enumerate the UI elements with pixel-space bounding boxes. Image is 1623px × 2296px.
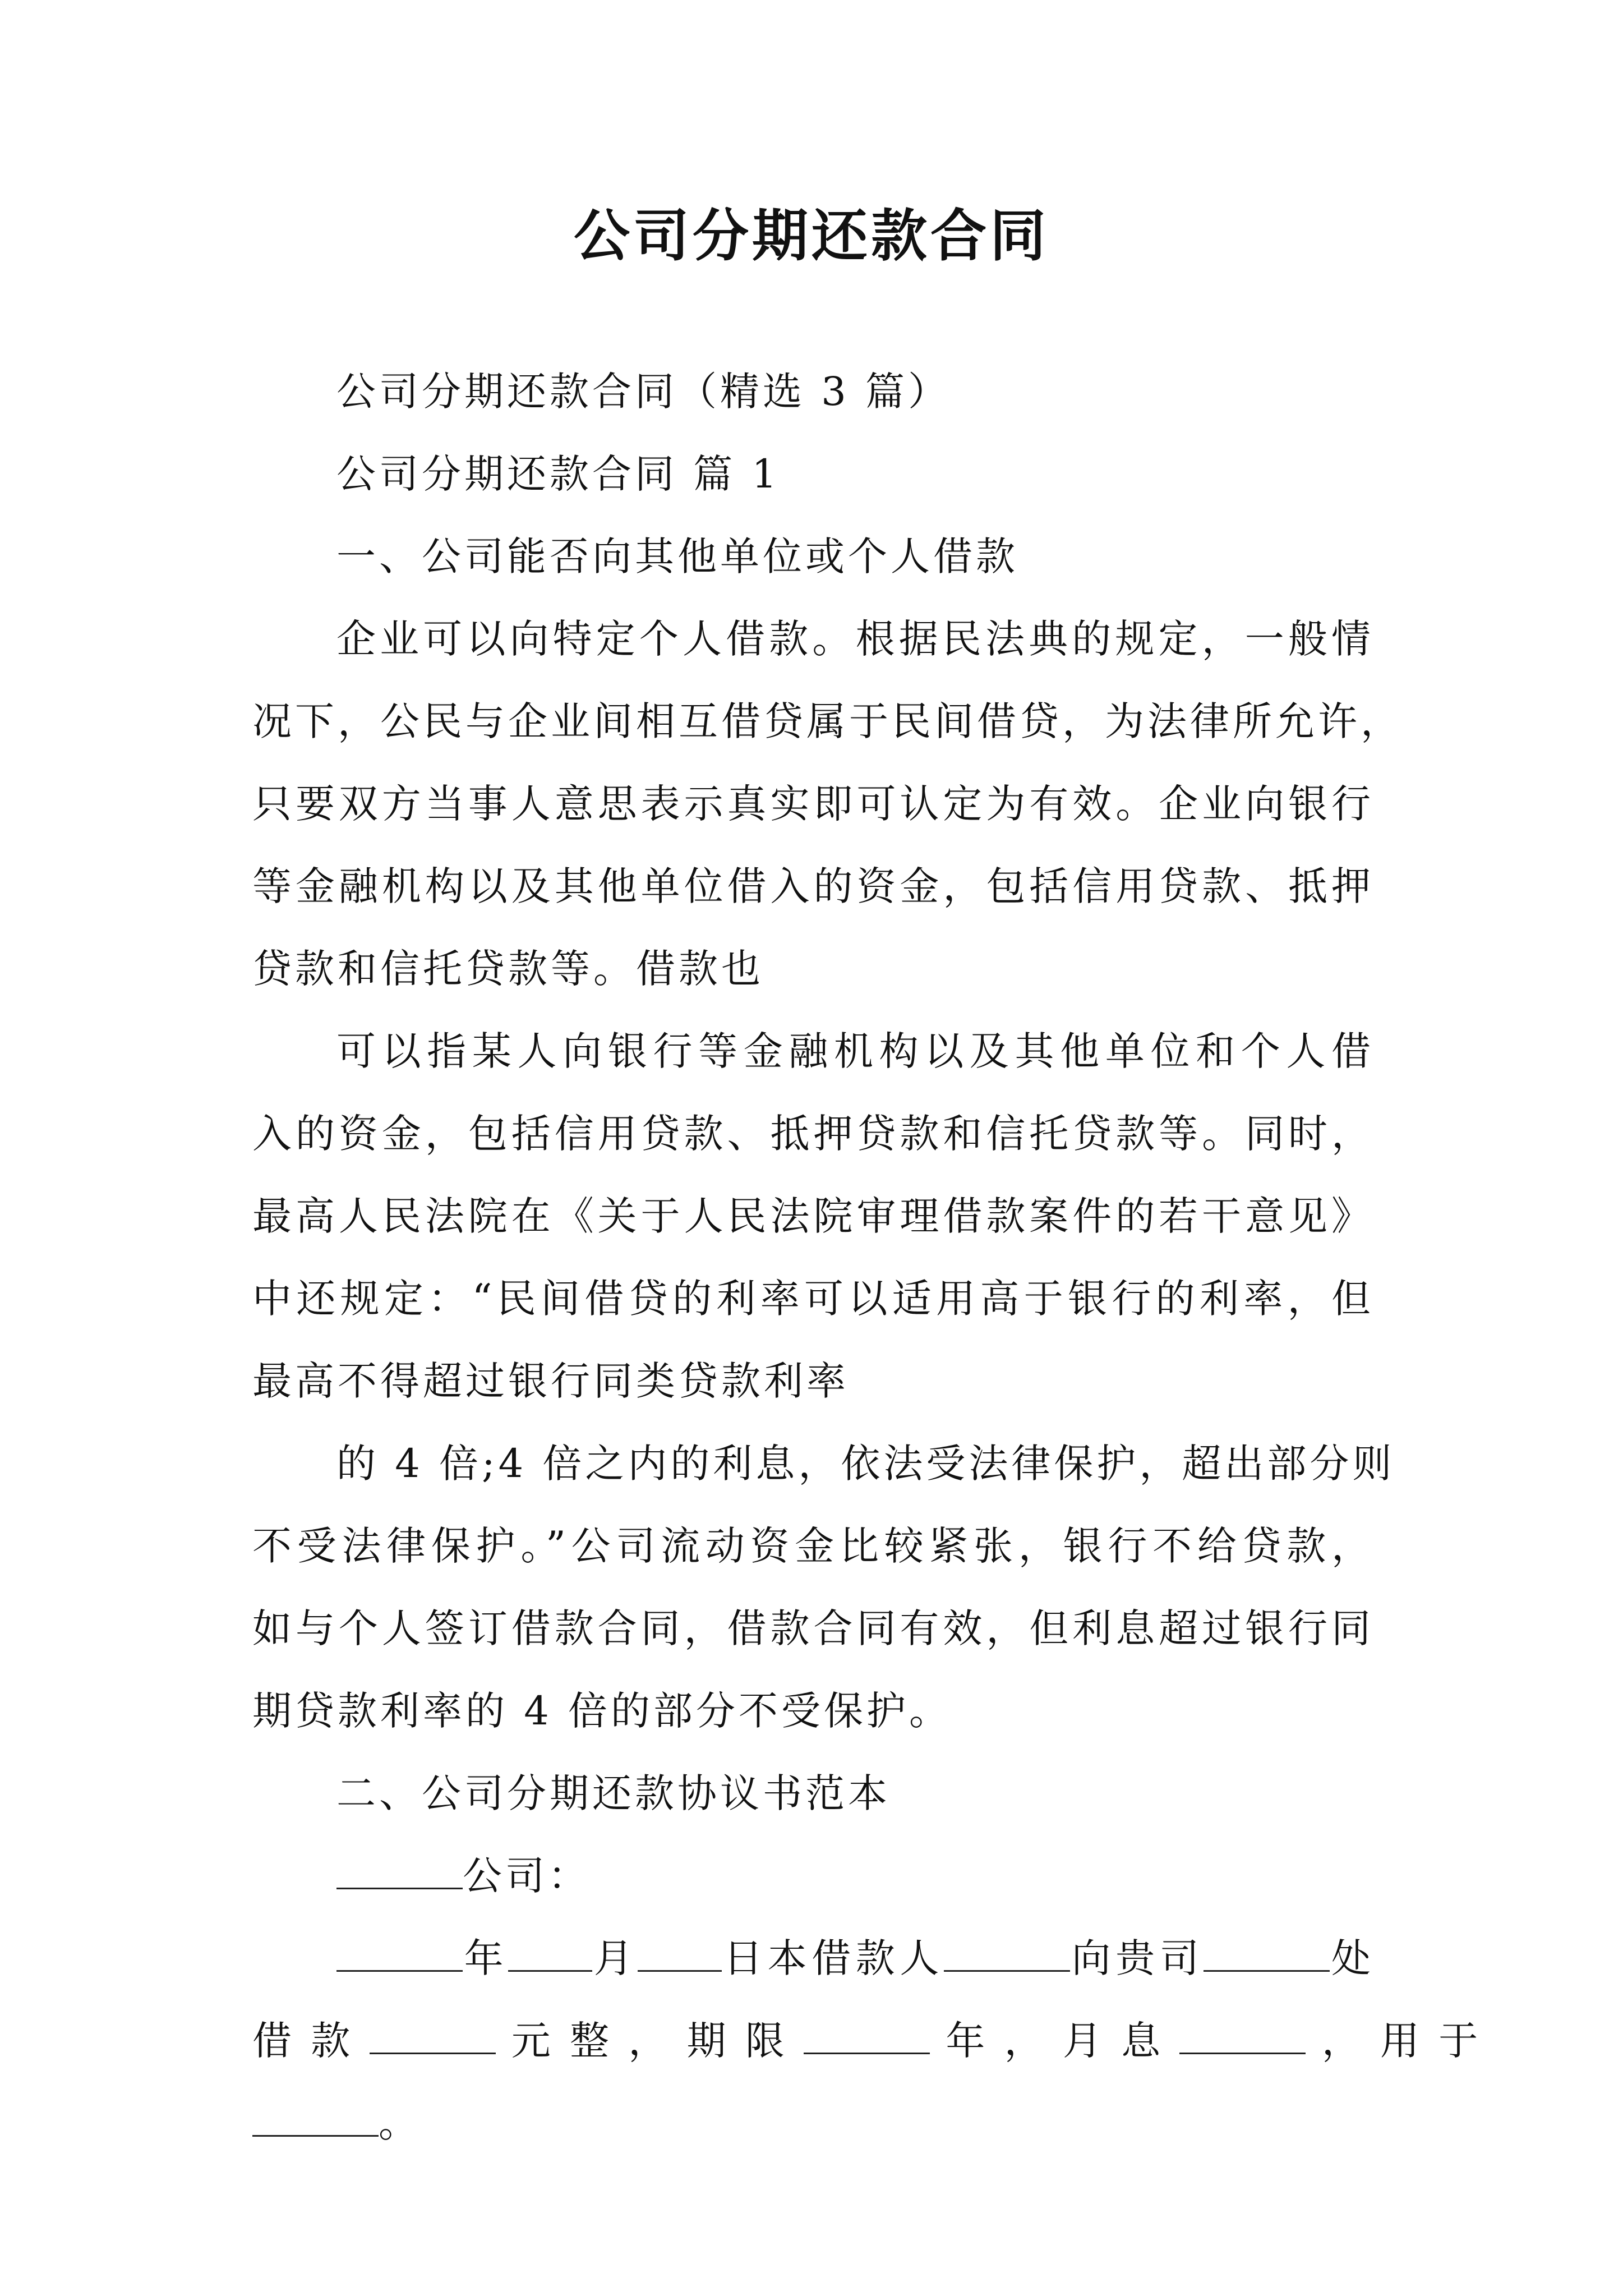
form-text: 元 整 ， (511, 2018, 671, 2064)
fill-blank[interactable] (804, 2018, 930, 2054)
form-text: 年 ， (946, 2018, 1047, 2064)
fill-blank[interactable] (638, 1935, 722, 1972)
paragraph-line: 企业可以向特定个人借款。根据民法典的规定，一般情 (336, 616, 1374, 662)
fill-blank[interactable] (944, 1935, 1070, 1972)
paragraph-line: 最高人民法院在《关于人民法院审理借款案件的若干意见》 (252, 1193, 1374, 1239)
form-line (336, 1917, 1374, 2000)
paragraph-line: 况下，公民与企业间相互借贷属于民间借贷，为法律所允许， (252, 698, 1403, 744)
form-line (252, 2082, 421, 2165)
form-text: 。 (379, 2100, 421, 2146)
paragraph-line: 等金融机构以及其他单位借入的资金，包括信用贷款、抵押 (252, 863, 1374, 909)
paragraph-line: 不受法律保护。”公司流动资金比较紧张，银行不给贷款， (252, 1523, 1374, 1569)
fill-blank[interactable] (336, 1935, 463, 1972)
form-line (252, 2000, 1482, 2082)
fill-blank[interactable] (1179, 2018, 1306, 2054)
fill-blank[interactable] (370, 2018, 496, 2054)
paragraph-line: 贷款和信托贷款等。借款也 (252, 946, 764, 992)
form-text: ， 用 于 (1321, 2018, 1482, 2064)
addressee-line (336, 1835, 591, 1917)
fill-blank[interactable] (1204, 1935, 1330, 1972)
paragraph-line: 如与个人签订借款合同，借款合同有效，但利息超过银行同 (252, 1605, 1374, 1651)
paragraph-line: 入的资金，包括信用贷款、抵押贷款和信托贷款等。同时， (252, 1111, 1374, 1157)
section-heading: 一、公司能否向其他单位或个人借款 (336, 533, 1018, 579)
section-heading: 公司分期还款合同 篇 1 (336, 451, 781, 497)
form-text: 期 限 (686, 2018, 788, 2064)
form-text: 月 息 (1062, 2018, 1164, 2064)
paragraph-line: 的 4 倍;4 倍之内的利息，依法受法律保护，超出部分则 (336, 1441, 1395, 1487)
form-text: 日本借款人 (722, 1935, 944, 1981)
section-heading: 二、公司分期还款协议书范本 (336, 1770, 891, 1816)
paragraph-line: 最高不得超过银行同类贷款利率 (252, 1358, 849, 1404)
form-text: 月 (592, 1935, 638, 1981)
form-text: 年 (463, 1935, 509, 1981)
paragraph-line: 只要双方当事人意思表示真实即可认定为有效。企业向银行 (252, 781, 1374, 827)
fill-blank[interactable] (508, 1935, 592, 1972)
paragraph-line: 中还规定：“民间借贷的利率可以适用高于银行的利率，但 (252, 1276, 1374, 1322)
form-text: 借 款 (252, 2018, 354, 2064)
fill-blank[interactable] (336, 1853, 463, 1889)
paragraph-line: 可以指某人向银行等金融机构以及其他单位和个人借 (336, 1028, 1374, 1074)
subtitle-line: 公司分期还款合同（精选 3 篇） (336, 369, 951, 415)
form-text: 处 (1330, 1935, 1375, 1981)
form-text: 向贵司 (1070, 1935, 1204, 1981)
document-title: 公司分期还款合同 (574, 203, 1049, 269)
fill-blank[interactable] (252, 2100, 379, 2137)
company-suffix: 公司： (463, 1853, 591, 1899)
paragraph-line: 期贷款利率的 4 倍的部分不受保护。 (252, 1688, 952, 1734)
